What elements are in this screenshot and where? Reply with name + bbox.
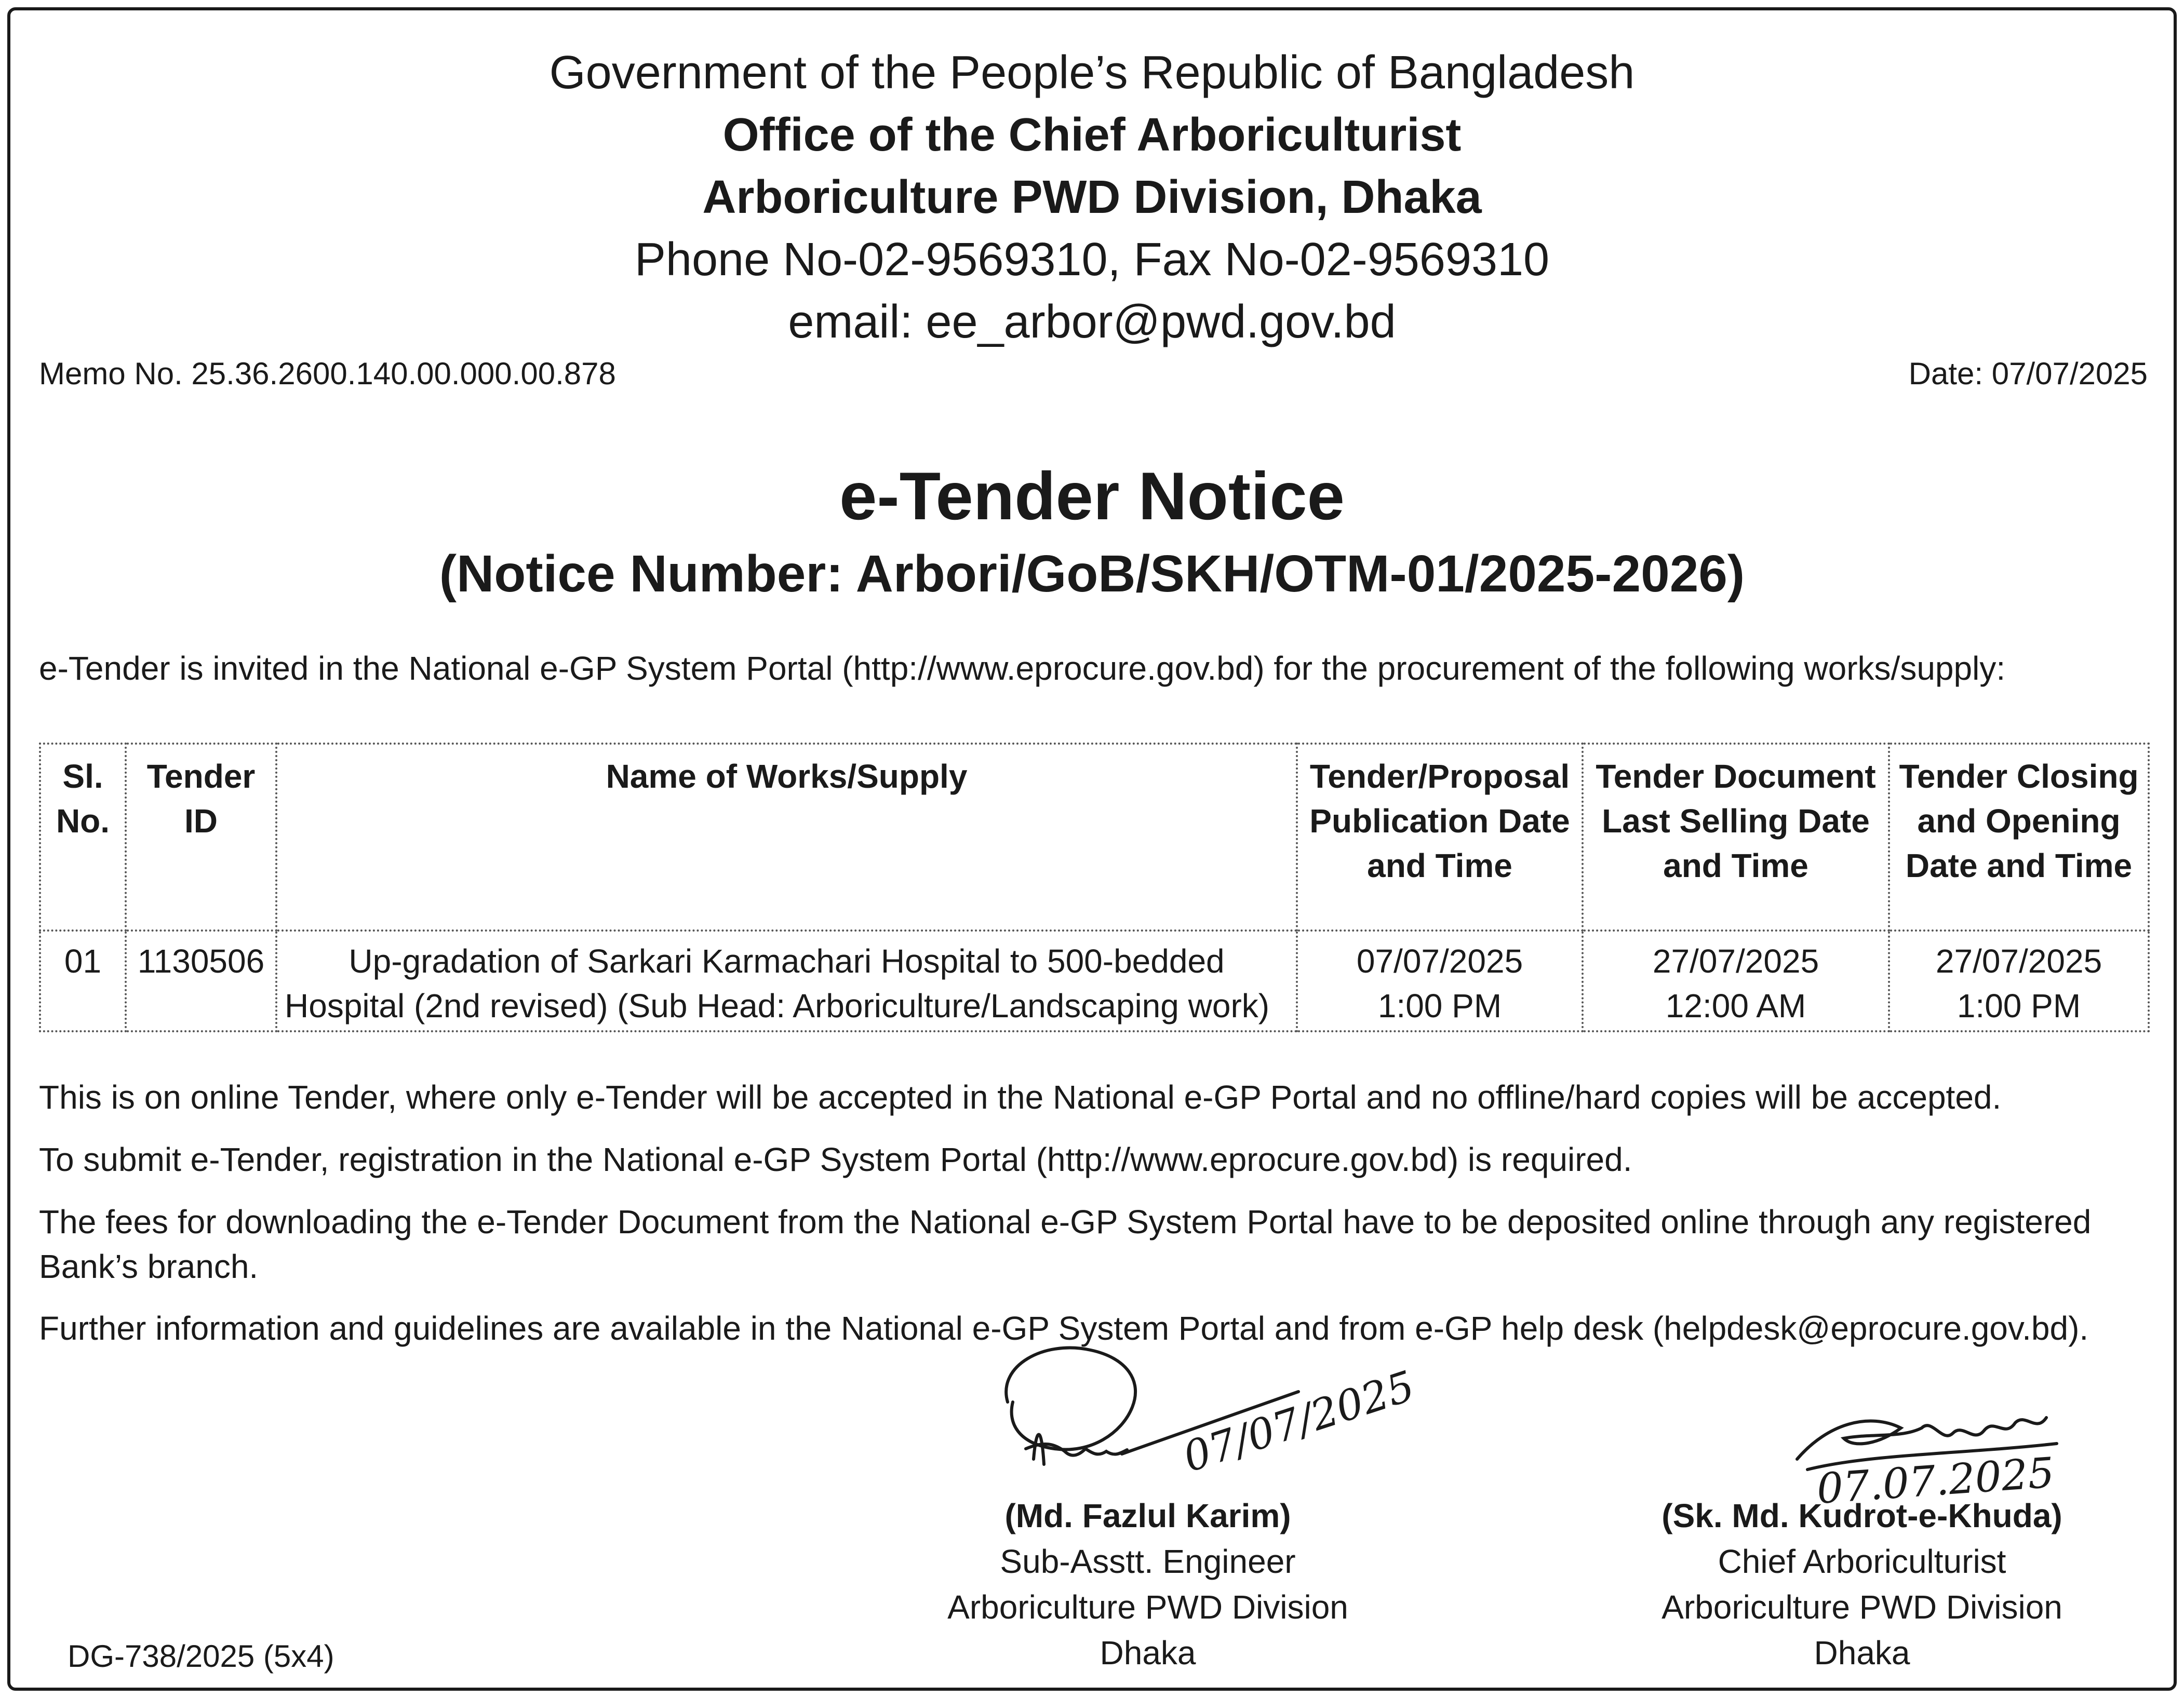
last-selling-time: 12:00 AM: [1665, 987, 1806, 1025]
publication-time: 1:00 PM: [1377, 987, 1502, 1025]
signatory-2-place: Dhaka: [1814, 1634, 1910, 1672]
notice-title: e-Tender Notice: [839, 458, 1345, 534]
closing-date: 27/07/2025: [1935, 942, 2102, 980]
svg-text:07/07/2025: 07/07/2025: [1177, 1362, 1421, 1482]
signatory-1-name: (Md. Fazlul Karim): [1004, 1497, 1291, 1534]
header-tender-id: Tender ID: [126, 744, 276, 931]
notice-intro: e-Tender is invited in the National e-GP System Portal (http://www.eprocure.gov.bd) for the procurement of the following works/supply:: [39, 650, 2006, 687]
table-row: [40, 931, 2149, 1031]
svg-text:07.07.2025: 07.07.2025: [1815, 1448, 2056, 1513]
closing-time: 1:00 PM: [1957, 987, 2081, 1025]
cell-sl-no: 01: [40, 931, 126, 1031]
signatory-1: [836, 1493, 1459, 1676]
office-heading: Office of the Chief Arboriculturist: [722, 109, 1462, 161]
table-header-row: [40, 744, 2149, 931]
memo-date: Date: 07/07/2025: [1908, 356, 2148, 391]
publication-date: 07/07/2025: [1356, 942, 1523, 980]
government-heading: Government of the People’s Republic of Bangladesh: [549, 47, 1635, 99]
signatory-2-division: Arboriculture PWD Division: [1662, 1588, 2062, 1626]
signatory-1-designation: Sub-Asstt. Engineer: [1000, 1543, 1296, 1580]
phone-fax: Phone No-02-9569310, Fax No-02-9569310: [634, 234, 1550, 286]
footer-code: DG-738/2025 (5x4): [68, 1639, 334, 1674]
cell-works: Up-gradation of Sarkari Karmachari Hospital to 500-bedded Hospital (2nd revised) (Sub Head: Arboriculture/Landscaping work): [276, 931, 1297, 1031]
cell-publication: [1297, 931, 1583, 1031]
header-last-selling: Tender Document Last Selling Date and Time: [1583, 744, 1889, 931]
last-selling-date: 27/07/2025: [1652, 942, 1819, 980]
paragraph-online-tender: This is on online Tender, where only e-Tender will be accepted in the National e-GP Portal and no offline/hard copies will be accepted.: [39, 1079, 2002, 1116]
paragraph-further-info: Further information and guidelines are available in the National e-GP System Portal and from e-GP help desk (helpdesk@eprocure.gov.bd).: [39, 1310, 2089, 1347]
signatory-2: [1550, 1493, 2174, 1676]
header-sl-no: Sl. No.: [40, 744, 126, 931]
header-closing: Tender Closing and Opening Date and Time: [1889, 744, 2149, 931]
notice-number: (Notice Number: Arbori/GoB/SKH/OTM-01/2025-2026): [439, 545, 1745, 603]
paragraph-registration: To submit e-Tender, registration in the National e-GP System Portal (http://www.eprocure.gov.bd) is required.: [39, 1141, 1632, 1178]
email-line: email: ee_arbor@pwd.gov.bd: [788, 296, 1396, 348]
signatory-1-place: Dhaka: [1100, 1634, 1196, 1672]
header-works: Name of Works/Supply: [276, 744, 1297, 931]
memo-row: [39, 353, 2148, 395]
division-heading: Arboriculture PWD Division, Dhaka: [702, 171, 1482, 223]
paragraph-fees: The fees for downloading the e-Tender Document from the National e-GP System Portal have to be deposited online through any registered Bank’s branch.: [39, 1203, 2092, 1285]
cell-tender-id: 1130506: [126, 931, 276, 1031]
signatory-1-division: Arboriculture PWD Division: [947, 1588, 1348, 1626]
memo-number: Memo No. 25.36.2600.140.00.000.00.878: [39, 356, 616, 391]
signatory-2-designation: Chief Arboriculturist: [1718, 1543, 2006, 1580]
cell-last-selling: [1583, 931, 1889, 1031]
signature-karim-icon: [976, 1329, 1444, 1516]
tender-table: [39, 743, 2150, 1032]
cell-closing: [1889, 931, 2149, 1031]
signatory-2-name: (Sk. Md. Kudrot-e-Khuda): [1662, 1497, 2062, 1534]
header-publication: Tender/Proposal Publication Date and Time: [1297, 744, 1583, 931]
